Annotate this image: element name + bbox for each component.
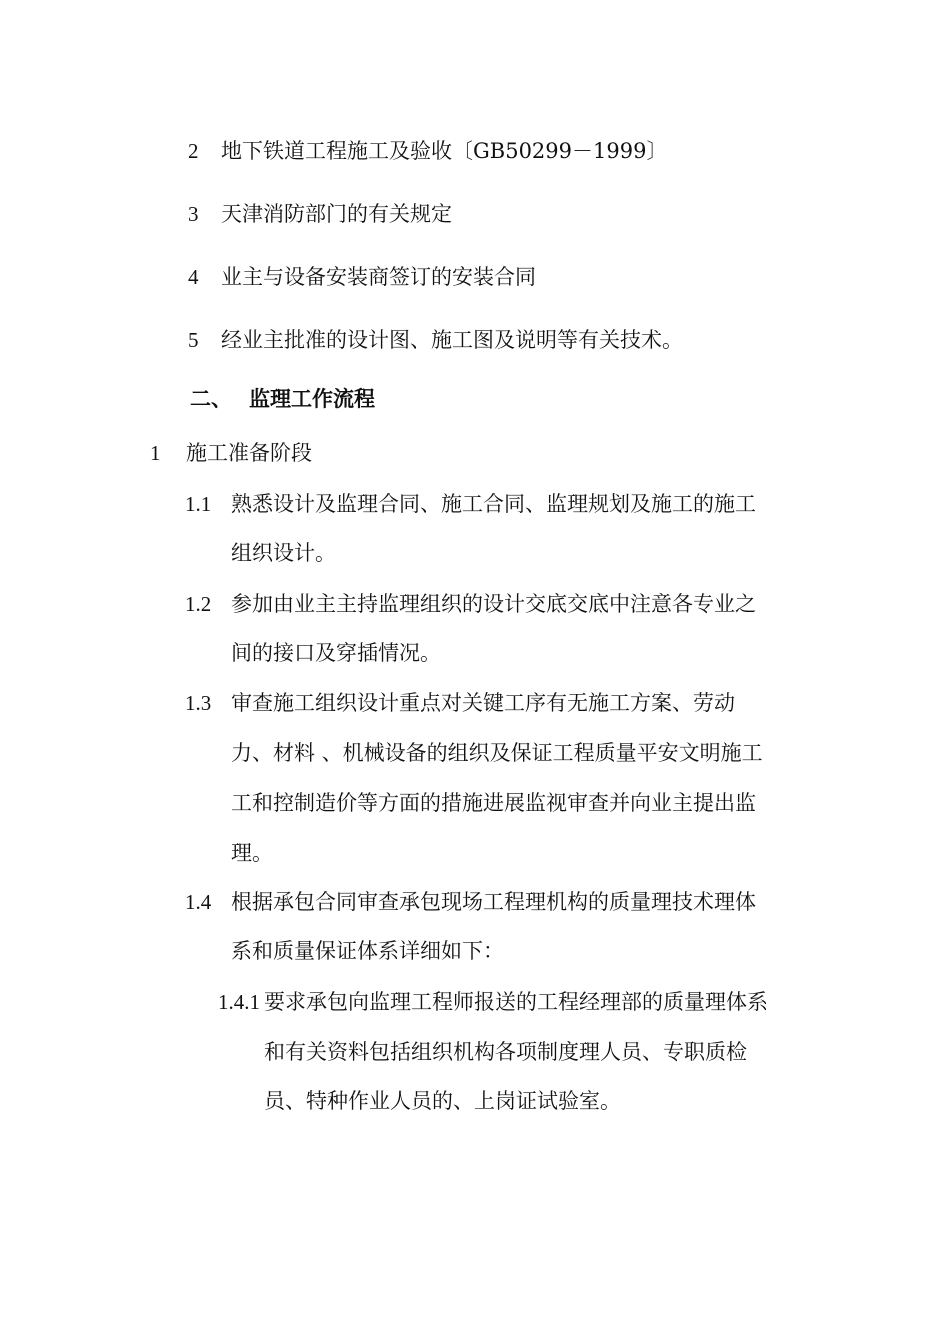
item-line: 熟悉设计及监理合同、施工合同、监理规划及施工的施工 (231, 492, 756, 516)
item-line: 审查施工组织设计重点对关键工序有无施工方案、劳动 (231, 691, 735, 715)
subitem-line: 员、特种作业人员的、上岗证试验室。 (264, 1089, 621, 1113)
item-line: 力、材料 、机械设备的组织及保证工程质量平安文明施工 (231, 741, 763, 765)
item-line: 根据承包合同审查承包现场工程理机构的质量理技术理体 (231, 890, 756, 914)
item-number: 1.2 (185, 592, 212, 616)
ref-text: 经业主批准的设计图、施工图及说明等有关技术。 (221, 328, 683, 352)
subitem-line: 要求承包向监理工程师报送的工程经理部的质量理体系 (264, 990, 768, 1014)
item-line: 间的接口及穿插情况。 (231, 641, 441, 665)
subitem-line: 和有关资料包括组织机构各项制度理人员、专职质检 (264, 1040, 747, 1064)
ref-number: 5 (188, 328, 199, 352)
item-number: 1.4 (185, 890, 212, 914)
item-line: 理。 (231, 841, 273, 865)
item-line: 组织设计。 (231, 541, 336, 565)
ref-text: 业主与设备安装商签订的安装合同 (221, 265, 536, 289)
item-line: 工和控制造价等方面的措施进展监视审查并向业主提出监 (231, 791, 756, 815)
item-number: 1.3 (185, 691, 212, 715)
item-line: 参加由业主主持监理组织的设计交底交底中注意各专业之 (231, 592, 756, 616)
stage-number: 1 (150, 441, 161, 465)
ref-number: 2 (188, 139, 199, 163)
ref-number: 3 (188, 202, 199, 226)
stage-title: 施工准备阶段 (186, 441, 312, 465)
ref-text: 天津消防部门的有关规定 (221, 202, 452, 226)
ref-number: 4 (188, 265, 199, 289)
section-title: 监理工作流程 (249, 386, 375, 411)
subitem-number: 1.4.1 (218, 990, 260, 1014)
ref-text: 地下铁道工程施工及验收〔GB50299－1999〕 (221, 139, 668, 163)
section-number: 二、 (190, 386, 232, 411)
item-line: 系和质量保证体系详细如下： (231, 939, 504, 963)
item-number: 1.1 (185, 492, 212, 516)
